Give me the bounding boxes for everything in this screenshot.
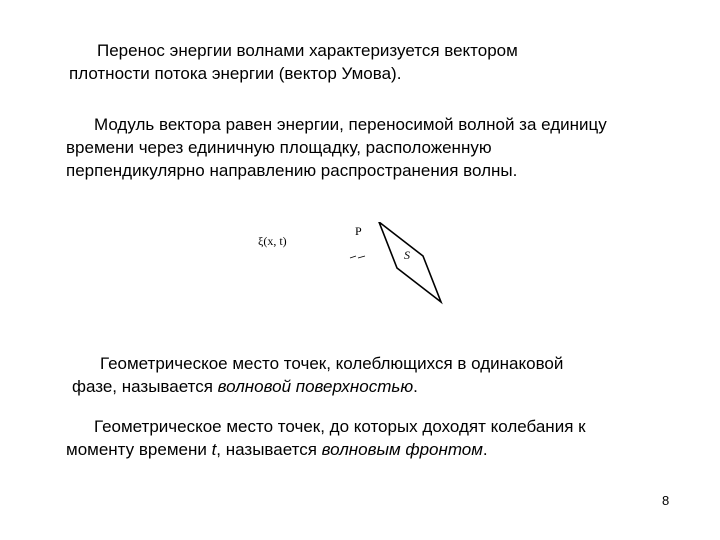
paragraph-umov-vector (69, 39, 518, 85)
time-variable: t (211, 440, 217, 459)
text-fragment: фазе, называется (72, 377, 218, 396)
term-wave-front: волновым фронтом (321, 440, 483, 459)
text-fragment: , называется (216, 440, 322, 459)
vector-arrow-mark (350, 256, 356, 258)
text-fragment: . (482, 440, 488, 459)
text-line: Геометрическое место точек, колеблющихся в одинаковой (100, 354, 564, 373)
text-line: Модуль вектора равен энергии, переносимой волной за единицу (94, 115, 607, 134)
vector-p-label: P (355, 224, 362, 238)
text-fragment: . (413, 377, 418, 396)
text-line: плотности потока энергии (вектор Умова). (69, 64, 402, 83)
text-line: перпендикулярно направлению распространения волны. (66, 161, 518, 180)
xi-label: ξ(x, t) (258, 234, 287, 248)
vector-arrow-mark (358, 256, 365, 258)
area-plane-shape (379, 222, 441, 302)
text-line: Геометрическое место точек, до которых доходят колебания к (94, 417, 586, 436)
text-line: времени через единичную площадку, расположенную (66, 138, 492, 157)
term-wave-surface: волновой поверхностью (217, 377, 414, 396)
text-fragment: моменту времени (66, 440, 212, 459)
paragraph-vector-modulus (66, 113, 607, 182)
page-number: 8 (662, 493, 670, 508)
area-s-label: S (404, 248, 410, 262)
wave-energy-figure (258, 222, 448, 308)
paragraph-wave-front (66, 415, 586, 461)
paragraph-wave-surface (72, 352, 563, 398)
text-line: Перенос энергии волнами характеризуется вектором (97, 41, 518, 60)
